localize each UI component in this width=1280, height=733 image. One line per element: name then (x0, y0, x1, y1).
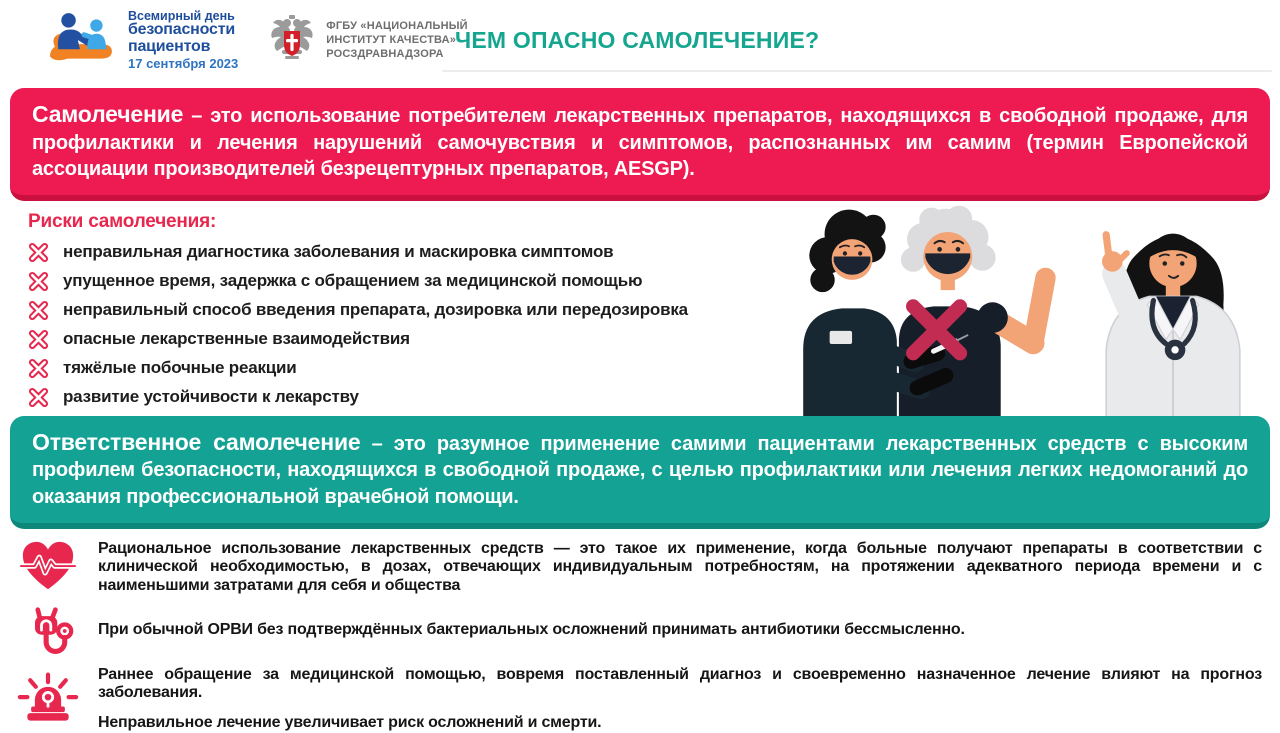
hands-people-logo-icon (46, 8, 120, 72)
fact-text: При обычной ОРВИ без подтверждённых бактериальных осложнений принимать антибиотики бессмысленно. (98, 621, 965, 639)
risks-section (28, 211, 1280, 408)
stethoscope-icon (18, 606, 78, 656)
logo-group (46, 8, 468, 72)
responsible-rest: – это разумное применение самими пациентами лекарственных средств с высоким профилем безопасности, находящихся в свободной продаже, с целью профилактики или лечения легких недомоганий до оказания профессиональной врачебной помощи. (32, 432, 1248, 508)
definition-text (32, 99, 1248, 183)
fact-text-group (98, 666, 1262, 733)
list-item (28, 329, 1280, 350)
fact-text: Раннее обращение за медицинской помощью, вовремя поставленный диагноз и своевременно назначенное лечение влияют на прогноз заболевания. (98, 665, 1262, 702)
wpsd-line2: безопасности (128, 21, 235, 39)
risk-x-icon (28, 242, 49, 263)
fact-text: Неправильное лечение увеличивает риск осложнений и смерти. (98, 714, 602, 732)
risk-item-label: неправильный способ введения препарата, дозировка или передозировка (63, 300, 688, 320)
self-medication-definition-banner (10, 88, 1270, 201)
patient-safety-day-text (128, 10, 238, 71)
wpsd-date: 17 сентября 2023 (128, 56, 239, 72)
risks-heading: Риски самолечения: (28, 210, 217, 232)
quality-institute-logo (268, 13, 468, 67)
list-item (28, 387, 1280, 408)
list-item (28, 271, 1280, 292)
niq-line1: ФГБУ «НАЦИОНАЛЬНЫЙ (326, 19, 468, 32)
fact-row (18, 540, 1262, 596)
roszdravnadzor-eagle-icon (268, 13, 316, 67)
risk-item-label: опасные лекарственные взаимодействия (63, 329, 410, 349)
responsible-text (32, 427, 1248, 511)
wpsd-line3: пациентов (128, 37, 211, 55)
header-divider (442, 70, 1272, 72)
risk-x-icon (28, 387, 49, 408)
page-title: ЧЕМ ОПАСНО САМОЛЕЧЕНИЕ? (455, 27, 820, 53)
risk-x-icon (28, 300, 49, 321)
risk-x-icon (28, 358, 49, 379)
fact-row (18, 606, 1262, 656)
definition-rest: – это использование потребителем лекарственных препаратов, находящихся в свободной продаже, для профилактики и лечения нарушений самочувствия и симптомов, распознанных им самим (термин Европейской ассоциации производителей безрецептурных препаратов, AESGP). (32, 105, 1248, 181)
risk-list (28, 242, 1280, 408)
list-item (28, 300, 1280, 321)
list-item (28, 242, 1280, 263)
risk-item-label: неправильная диагностика заболевания и маскировка симптомов (63, 242, 614, 262)
siren-icon (18, 671, 78, 727)
facts-section (18, 540, 1262, 733)
fact-text: Рациональное использование лекарственных средств — это такое их применение, когда больные получают препараты в соответствии с клинической необходимостью, в дозах, отвечающих индивидуальным потребностям, на протяжении адекватного периода времени и с наименьшими затратами для себя и общества (98, 539, 1262, 594)
responsible-term: Ответственное самолечение (32, 428, 361, 455)
wpsd-line1: Всемирный день (128, 8, 235, 23)
patient-safety-day-logo (46, 8, 238, 72)
niq-line3: РОСЗДРАВНАДЗОРА (326, 48, 444, 61)
heart-pulse-icon (18, 540, 78, 594)
definition-term: Самолечение (32, 101, 184, 127)
fact-row (18, 666, 1262, 733)
risk-x-icon (28, 329, 49, 350)
risk-item-label: развитие устойчивости к лекарству (63, 387, 359, 407)
risk-item-label: тяжёлые побочные реакции (63, 358, 297, 378)
risk-item-label: упущенное время, задержка с обращением за медицинской помощью (63, 271, 643, 291)
risk-x-icon (28, 271, 49, 292)
niq-line2: ИНСТИТУТ КАЧЕСТВА» (326, 33, 457, 46)
list-item (28, 358, 1280, 379)
quality-institute-text (326, 19, 468, 62)
header (0, 0, 1280, 88)
responsible-self-medication-banner (10, 416, 1270, 529)
